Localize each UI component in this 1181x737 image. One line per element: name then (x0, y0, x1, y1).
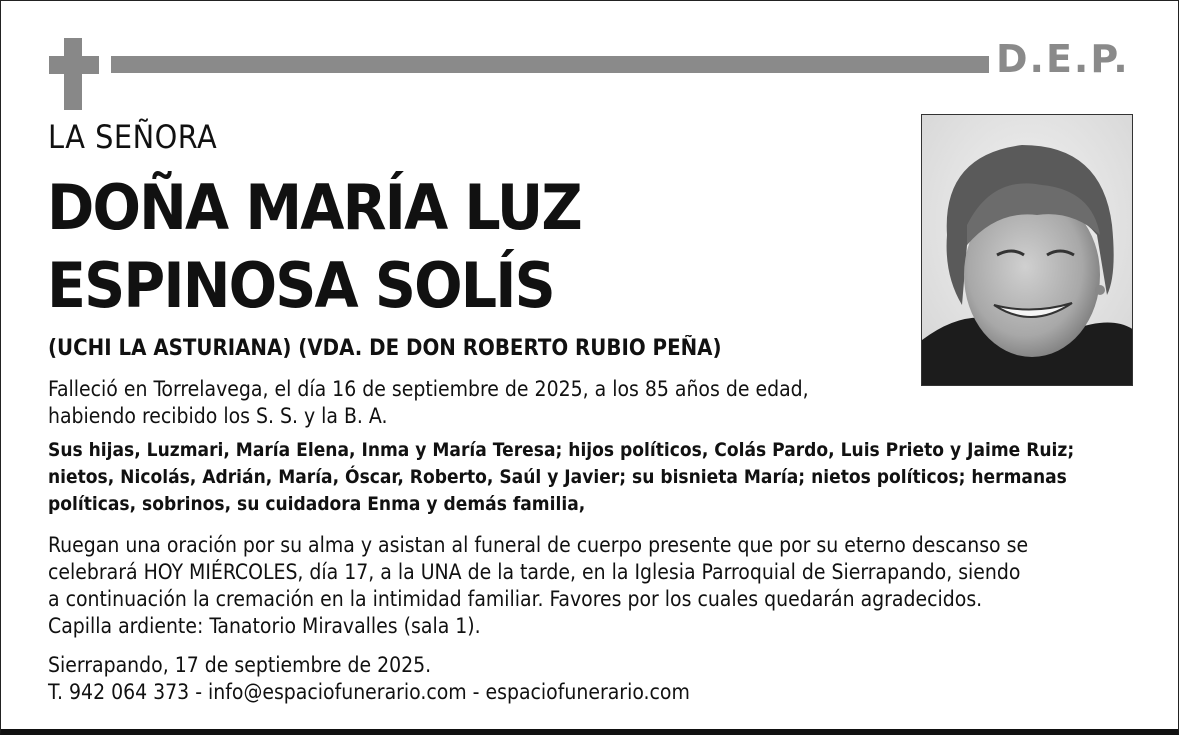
funeral-line-2: celebrará HOY MIÉRCOLES, día 17, a la UNA de la tarde, en la Iglesia Parroquial de Sierrapando, siendo (48, 560, 1021, 584)
portrait-photo (921, 114, 1133, 386)
death-line-1: Falleció en Torrelavega, el día 16 de septiembre de 2025, a los 85 años de edad, (48, 377, 809, 401)
funeral-line-3: a continuación la cremación en la intimidad familiar. Favores por los cuales quedarán agradecidos. (48, 587, 983, 611)
footer-info (48, 652, 690, 706)
honorific: LA SEÑORA (48, 118, 218, 156)
alias-line: (UCHI LA ASTURIANA) (VDA. DE DON ROBERTO RUBIO PEÑA) (48, 336, 722, 361)
funeral-details (48, 532, 1028, 640)
contact-line: T. 942 064 373 - info@espaciofunerario.com - espaciofunerario.com (48, 680, 690, 704)
funeral-line-1: Ruegan una oración por su alma y asistan al funeral de cuerpo presente que por su eterno descanso se (48, 533, 1029, 557)
family-line-1: Sus hijas, Luzmari, María Elena, Inma y María Teresa; hijos políticos, Colás Pardo, Luis Prieto y Jaime Ruiz; (48, 439, 1075, 461)
cross-icon-bar (49, 56, 99, 74)
family-list (48, 437, 1074, 518)
family-line-2: nietos, Nicolás, Adrián, María, Óscar, Roberto, Saúl y Javier; su bisnieta María; nietos políticos; hermanas (48, 466, 1067, 488)
funeral-line-4: Capilla ardiente: Tanatorio Miravalles (sala 1). (48, 614, 481, 638)
family-line-3: políticas, sobrinos, su cuidadora Enma y demás familia, (48, 493, 586, 515)
name-line-1: DOÑA MARÍA LUZ (47, 171, 581, 244)
name-line-2: ESPINOSA SOLÍS (47, 249, 554, 322)
header-rule (111, 56, 989, 73)
deceased-name (47, 169, 581, 325)
dep-label: D.E.P. (996, 37, 1130, 81)
date-place-line: Sierrapando, 17 de septiembre de 2025. (48, 653, 432, 677)
death-line-2: habiendo recibido los S. S. y la B. A. (48, 404, 388, 428)
portrait-image (922, 115, 1133, 386)
cross-icon (64, 38, 82, 110)
death-notice (48, 376, 809, 430)
